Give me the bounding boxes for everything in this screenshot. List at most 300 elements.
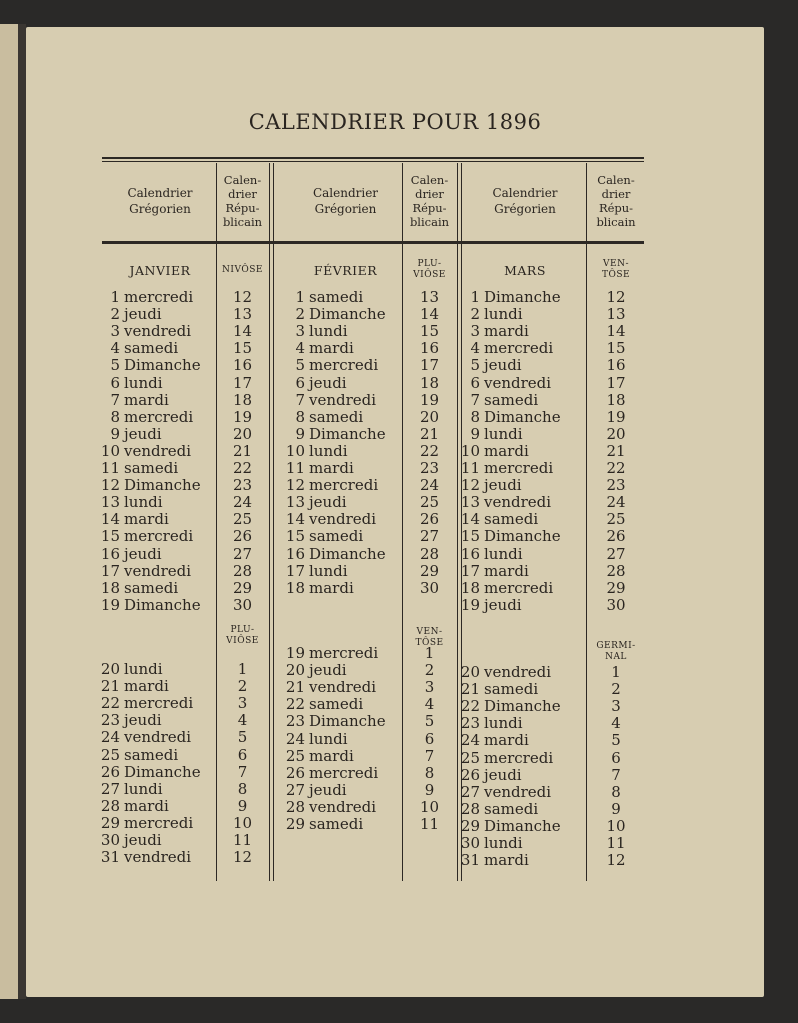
- gregorian-day-number: 20: [460, 663, 480, 681]
- gregorian-day-number: 31: [100, 848, 120, 867]
- gregorian-day-number: 24: [285, 729, 305, 748]
- republican-day-number: 24: [419, 476, 440, 495]
- weekday-name: samedi: [484, 799, 539, 818]
- calendar-row: [458, 835, 523, 852]
- calendar-row: [458, 375, 551, 392]
- republican-day-number: 3: [424, 678, 435, 697]
- republican-day-number: 9: [611, 799, 621, 818]
- calendar-row: [98, 546, 162, 563]
- republican-day-number: 11: [232, 831, 253, 849]
- republican-day-number: 14: [419, 305, 440, 324]
- calendar-row: [98, 781, 163, 798]
- gregorian-day-number: 19: [100, 595, 120, 614]
- gregorian-day-number: 20: [285, 661, 305, 680]
- republican-day-number: 14: [232, 322, 253, 341]
- calendar-row: [283, 645, 378, 662]
- calendar-row: [98, 597, 201, 614]
- calendar-row: [458, 426, 523, 443]
- gregorian-header-line: Grégorien: [129, 202, 191, 216]
- republican-day-number: 26: [606, 527, 626, 546]
- calendar-row: [98, 563, 191, 580]
- republican-header-line: Calen-: [410, 173, 449, 187]
- gregorian-day-number: 5: [470, 356, 480, 375]
- gregorian-day-number: 7: [110, 390, 120, 409]
- calendar-row: [283, 443, 348, 460]
- republican-day-number: 15: [232, 339, 253, 358]
- republican-month-line: VEN-: [603, 259, 629, 269]
- gregorian-day-number: 7: [470, 390, 480, 409]
- weekday-name: vendredi: [124, 322, 192, 341]
- gregorian-day-number: 27: [100, 779, 120, 798]
- weekday-name: samedi: [309, 695, 364, 714]
- weekday-name: samedi: [124, 459, 179, 477]
- gregorian-day-number: 15: [100, 527, 120, 546]
- gregorian-day-number: 15: [285, 527, 305, 546]
- calendar-row: [458, 511, 538, 528]
- month-name: FÉVRIER: [313, 263, 378, 278]
- republican-day-number: 19: [232, 407, 253, 426]
- gregorian-day-number: 26: [100, 762, 120, 781]
- republican-month-line: GERMI-: [596, 641, 636, 651]
- gregorian-day-number: 28: [285, 797, 305, 816]
- gregorian-day-number: 5: [295, 356, 305, 375]
- gregorian-day-number: 16: [285, 544, 305, 563]
- republican-header-line: Répu-: [598, 201, 634, 215]
- gregorian-day-number: 25: [285, 746, 305, 765]
- gregorian-day-number: 31: [460, 851, 480, 870]
- gregorian-day-number: 28: [100, 796, 120, 815]
- republican-day-number: 22: [232, 459, 253, 477]
- republican-day-number: 30: [606, 595, 626, 614]
- republican-day-number: 17: [606, 373, 626, 392]
- weekday-name: Dimanche: [309, 712, 386, 731]
- calendar-row: [98, 477, 201, 494]
- weekday-name: lundi: [124, 660, 163, 678]
- calendar-row: [458, 852, 529, 869]
- calendar-row: [283, 289, 363, 306]
- gregorian-day-number: 8: [295, 407, 305, 426]
- republican-day-number: 28: [232, 561, 253, 580]
- weekday-name: Dimanche: [484, 407, 561, 426]
- republican-month-line: NAL: [605, 652, 627, 662]
- gregorian-day-number: 1: [295, 288, 305, 306]
- calendar-row: [98, 357, 201, 374]
- gregorian-day-number: 21: [100, 677, 120, 696]
- gregorian-day-number: 4: [110, 339, 120, 358]
- calendar-row: [283, 392, 376, 409]
- weekday-name: lundi: [484, 424, 523, 443]
- gregorian-day-number: 26: [285, 763, 305, 782]
- weekday-name: mercredi: [124, 407, 194, 426]
- gregorian-day-number: 26: [460, 765, 480, 784]
- gregorian-day-number: 30: [100, 831, 120, 849]
- gregorian-day-number: 13: [460, 493, 480, 512]
- republican-day-number: 4: [424, 695, 435, 714]
- calendar-row: [458, 715, 523, 732]
- weekday-name: lundi: [309, 729, 348, 748]
- weekday-name: mercredi: [124, 288, 194, 306]
- gregorian-day-number: 14: [100, 510, 120, 529]
- calendar-row: [283, 546, 386, 563]
- calendar-row: [458, 732, 529, 749]
- republican-day-number: 2: [424, 661, 435, 680]
- weekday-name: mardi: [484, 322, 529, 341]
- calendar-row: [458, 289, 561, 306]
- republican-day-number: 8: [237, 779, 248, 798]
- republican-day-number: 16: [232, 356, 253, 375]
- gregorian-day-number: 16: [460, 544, 480, 563]
- calendar-row: [458, 494, 551, 511]
- weekday-name: samedi: [124, 745, 179, 764]
- weekday-name: mardi: [309, 746, 354, 765]
- weekday-name: samedi: [309, 288, 364, 306]
- calendar-row: [98, 729, 191, 746]
- weekday-name: jeudi: [124, 424, 162, 443]
- calendar-row: [98, 815, 193, 832]
- gregorian-day-number: 4: [295, 339, 305, 358]
- month-name: JANVIER: [129, 263, 191, 278]
- calendar-row: [283, 816, 363, 833]
- weekday-name: lundi: [124, 779, 163, 798]
- weekday-name: mercredi: [484, 748, 554, 767]
- calendar-row: [283, 782, 347, 799]
- republican-day-number: 17: [232, 373, 253, 392]
- republican-day-number: 5: [237, 728, 248, 747]
- republican-day-number: 21: [419, 424, 440, 443]
- republican-header-line: blicain: [222, 215, 263, 229]
- republican-day-number: 18: [419, 373, 440, 392]
- weekday-name: lundi: [484, 305, 523, 324]
- calendar-row: [458, 767, 522, 784]
- republican-day-number: 11: [606, 834, 626, 852]
- republican-day-number: 16: [606, 356, 626, 375]
- weekday-name: mercredi: [309, 763, 379, 782]
- calendar-row: [98, 426, 162, 443]
- calendar-row: [458, 340, 553, 357]
- republican-header: [586, 173, 646, 229]
- republican-day-number: 5: [424, 712, 435, 731]
- gregorian-day-number: 4: [470, 339, 480, 358]
- calendar-row: [283, 460, 354, 477]
- republican-day-number: 3: [611, 697, 621, 716]
- calendar-row: [458, 801, 538, 818]
- calendar-row: [98, 712, 162, 729]
- republican-day-number: 13: [232, 305, 253, 324]
- weekday-name: lundi: [124, 493, 163, 512]
- calendar-row: [98, 695, 193, 712]
- republican-day-number: 6: [611, 748, 621, 767]
- weekday-name: lundi: [309, 441, 348, 460]
- republican-day-number: 29: [606, 578, 626, 597]
- republican-day-number: 23: [606, 476, 626, 495]
- republican-day-number: 4: [237, 711, 248, 730]
- calendar-row: [283, 696, 363, 713]
- weekday-name: samedi: [484, 680, 539, 699]
- gregorian-day-number: 27: [285, 780, 305, 799]
- gregorian-day-number: 6: [110, 373, 120, 392]
- gregorian-day-number: 2: [470, 305, 480, 324]
- calendar-row: [98, 511, 169, 528]
- republican-month-name: [402, 259, 457, 281]
- weekday-name: Dimanche: [124, 356, 201, 375]
- gregorian-day-number: 19: [460, 595, 480, 614]
- weekday-name: mardi: [124, 390, 169, 409]
- weekday-name: jeudi: [124, 305, 162, 324]
- republican-day-number: 10: [232, 813, 253, 832]
- republican-day-number: 29: [232, 578, 253, 597]
- gregorian-header-line: Calendrier: [312, 186, 379, 200]
- republican-day-number: 13: [606, 305, 626, 324]
- calendar-row: [458, 392, 538, 409]
- calendar-row: [458, 580, 553, 597]
- calendar-row: [458, 818, 561, 835]
- gregorian-day-number: 25: [100, 745, 120, 764]
- calendar-row: [98, 678, 169, 695]
- republican-day-number: 10: [419, 797, 440, 816]
- republican-day-number: 29: [419, 561, 440, 580]
- republican-day-number: 22: [606, 459, 626, 477]
- weekday-name: Dimanche: [484, 527, 561, 546]
- republican-day-number: 12: [232, 288, 253, 306]
- calendar-row: [283, 679, 376, 696]
- republican-month-line: VEN-: [416, 627, 443, 637]
- book-spine: [18, 24, 26, 999]
- gregorian-day-number: 18: [285, 578, 305, 597]
- calendar-row: [283, 662, 347, 679]
- gregorian-day-number: 11: [285, 459, 305, 477]
- republican-day-number: 17: [419, 356, 440, 375]
- gregorian-day-number: 23: [100, 711, 120, 730]
- weekday-name: mardi: [309, 459, 354, 477]
- calendar-row: [98, 375, 163, 392]
- calendar-row: [98, 409, 193, 426]
- republican-header: [402, 173, 457, 229]
- gregorian-day-number: 13: [285, 493, 305, 512]
- republican-day-number: 8: [611, 782, 621, 801]
- gregorian-day-number: 24: [460, 731, 480, 750]
- gregorian-day-number: 12: [285, 476, 305, 495]
- calendar-row: [98, 832, 162, 849]
- gregorian-day-number: 6: [295, 373, 305, 392]
- weekday-name: vendredi: [484, 373, 552, 392]
- gregorian-day-number: 11: [460, 459, 480, 477]
- republican-day-number: 16: [419, 339, 440, 358]
- gregorian-day-number: 12: [460, 476, 480, 495]
- republican-day-number: 20: [419, 407, 440, 426]
- calendar-page: [26, 27, 764, 997]
- weekday-name: mercredi: [124, 694, 194, 713]
- calendar-row: [98, 849, 191, 866]
- gregorian-day-number: 9: [295, 424, 305, 443]
- weekday-name: mardi: [484, 731, 529, 750]
- weekday-name: mardi: [309, 578, 354, 597]
- republican-month-name: [586, 641, 646, 663]
- republican-day-number: 12: [606, 288, 626, 306]
- weekday-name: mercredi: [309, 356, 379, 375]
- republican-header-line: Calen-: [597, 173, 635, 187]
- republican-month-line: VIÔSE: [413, 270, 446, 280]
- calendar-row: [98, 289, 193, 306]
- republican-header-line: Calen-: [223, 173, 262, 187]
- calendar-row: [98, 443, 191, 460]
- republican-day-number: 14: [606, 322, 626, 341]
- calendar-row: [458, 306, 523, 323]
- republican-day-number: 26: [232, 527, 253, 546]
- republican-header-line: blicain: [409, 215, 450, 229]
- weekday-name: Dimanche: [484, 697, 561, 716]
- calendar-row: [458, 664, 551, 681]
- weekday-name: mercredi: [124, 527, 194, 546]
- weekday-name: jeudi: [124, 831, 162, 849]
- gregorian-day-number: 25: [460, 748, 480, 767]
- weekday-name: jeudi: [484, 356, 522, 375]
- republican-day-number: 12: [606, 851, 626, 870]
- weekday-name: mardi: [484, 851, 529, 870]
- weekday-name: Dimanche: [124, 595, 201, 614]
- republican-month-line: TÔSE: [601, 270, 631, 280]
- weekday-name: lundi: [484, 714, 523, 733]
- weekday-name: vendredi: [124, 728, 192, 747]
- calendar-row: [98, 392, 169, 409]
- calendar-row: [98, 798, 169, 815]
- page-title: CALENDRIER POUR 1896: [248, 110, 542, 134]
- calendar-row: [458, 698, 561, 715]
- weekday-name: mercredi: [124, 813, 194, 832]
- gregorian-day-number: 22: [285, 695, 305, 714]
- calendar-row: [283, 563, 348, 580]
- republican-day-number: 7: [237, 762, 248, 781]
- republican-month-name: [216, 265, 269, 276]
- weekday-name: vendredi: [124, 848, 192, 867]
- republican-header-line: Répu-: [412, 201, 447, 215]
- calendar-row: [98, 764, 201, 781]
- calendar-row: [283, 323, 348, 340]
- gregorian-day-number: 29: [285, 815, 305, 833]
- calendar-row: [458, 460, 553, 477]
- republican-day-number: 28: [606, 561, 626, 580]
- republican-header-line: blicain: [596, 215, 636, 229]
- calendar-row: [98, 340, 178, 357]
- republican-month-line: NIVÔSE: [222, 265, 263, 275]
- republican-month-line: TÔSE: [415, 638, 444, 648]
- weekday-name: mercredi: [309, 644, 379, 662]
- weekday-name: jeudi: [124, 544, 162, 563]
- weekday-name: vendredi: [309, 678, 377, 697]
- gregorian-day-number: 2: [110, 305, 120, 324]
- column-divider: [269, 163, 270, 881]
- weekday-name: vendredi: [309, 390, 377, 409]
- republican-month-line: PLU-: [417, 259, 442, 269]
- gregorian-day-number: 9: [110, 424, 120, 443]
- gregorian-day-number: 22: [100, 694, 120, 713]
- weekday-name: Dimanche: [484, 816, 561, 835]
- weekday-name: samedi: [484, 390, 539, 409]
- gregorian-day-number: 10: [460, 441, 480, 460]
- republican-day-number: 12: [232, 848, 253, 867]
- republican-day-number: 19: [606, 407, 626, 426]
- gregorian-day-number: 14: [285, 510, 305, 529]
- republican-day-number: 1: [611, 663, 621, 681]
- republican-day-number: 27: [232, 544, 253, 563]
- month-name: MARS: [504, 263, 546, 278]
- gregorian-header: [464, 185, 586, 217]
- republican-day-number: 25: [232, 510, 253, 529]
- gregorian-day-number: 20: [100, 660, 120, 678]
- gregorian-day-number: 28: [460, 799, 480, 818]
- top-thin-rule: [102, 161, 644, 162]
- weekday-name: jeudi: [484, 476, 522, 495]
- gregorian-day-number: 9: [470, 424, 480, 443]
- weekday-name: mardi: [484, 561, 529, 580]
- gregorian-header-line: Calendrier: [127, 186, 193, 200]
- weekday-name: Dimanche: [309, 305, 386, 324]
- republican-day-number: 15: [419, 322, 440, 341]
- gregorian-day-number: 29: [460, 816, 480, 835]
- republican-day-number: 3: [237, 694, 248, 713]
- calendar-row: [458, 750, 553, 767]
- calendar-row: [283, 340, 354, 357]
- gregorian-day-number: 30: [460, 834, 480, 852]
- gregorian-header-line: Grégorien: [494, 202, 556, 216]
- republican-day-number: 23: [232, 476, 253, 495]
- calendar-row: [458, 477, 522, 494]
- republican-header-line: drier: [601, 187, 631, 201]
- republican-day-number: 11: [419, 815, 440, 833]
- weekday-name: Dimanche: [309, 544, 386, 563]
- weekday-name: samedi: [309, 407, 364, 426]
- weekday-name: vendredi: [124, 441, 192, 460]
- gregorian-header-line: Calendrier: [492, 186, 558, 200]
- gregorian-day-number: 21: [285, 678, 305, 697]
- calendar-row: [458, 681, 538, 698]
- gregorian-day-number: 6: [470, 373, 480, 392]
- republican-day-number: 18: [232, 390, 253, 409]
- weekday-name: vendredi: [484, 663, 552, 681]
- republican-day-number: 1: [424, 644, 435, 662]
- gregorian-day-number: 1: [110, 288, 120, 306]
- gregorian-day-number: 8: [110, 407, 120, 426]
- republican-day-number: 5: [611, 731, 621, 750]
- calendar-row: [458, 443, 529, 460]
- calendar-row: [283, 409, 363, 426]
- gregorian-day-number: 21: [460, 680, 480, 699]
- calendar-row: [283, 713, 386, 730]
- republican-header-line: drier: [228, 187, 257, 201]
- weekday-name: lundi: [484, 834, 523, 852]
- calendar-row: [283, 799, 376, 816]
- gregorian-day-number: 18: [100, 578, 120, 597]
- weekday-name: Dimanche: [484, 288, 561, 306]
- gregorian-day-number: 1: [470, 288, 480, 306]
- republican-day-number: 10: [606, 816, 626, 835]
- republican-day-number: 25: [419, 493, 440, 512]
- calendar-row: [458, 546, 523, 563]
- weekday-name: Dimanche: [309, 424, 386, 443]
- republican-day-number: 23: [419, 459, 440, 477]
- weekday-name: lundi: [309, 561, 348, 580]
- weekday-name: jeudi: [309, 493, 347, 512]
- calendar-row: [458, 784, 551, 801]
- republican-day-number: 2: [611, 680, 621, 699]
- gregorian-day-number: 13: [100, 493, 120, 512]
- gregorian-day-number: 17: [100, 561, 120, 580]
- republican-day-number: 15: [606, 339, 626, 358]
- weekday-name: mardi: [124, 510, 169, 529]
- calendar-row: [458, 357, 522, 374]
- republican-month-name: [586, 259, 646, 281]
- weekday-name: mercredi: [484, 459, 554, 477]
- weekday-name: mardi: [484, 441, 529, 460]
